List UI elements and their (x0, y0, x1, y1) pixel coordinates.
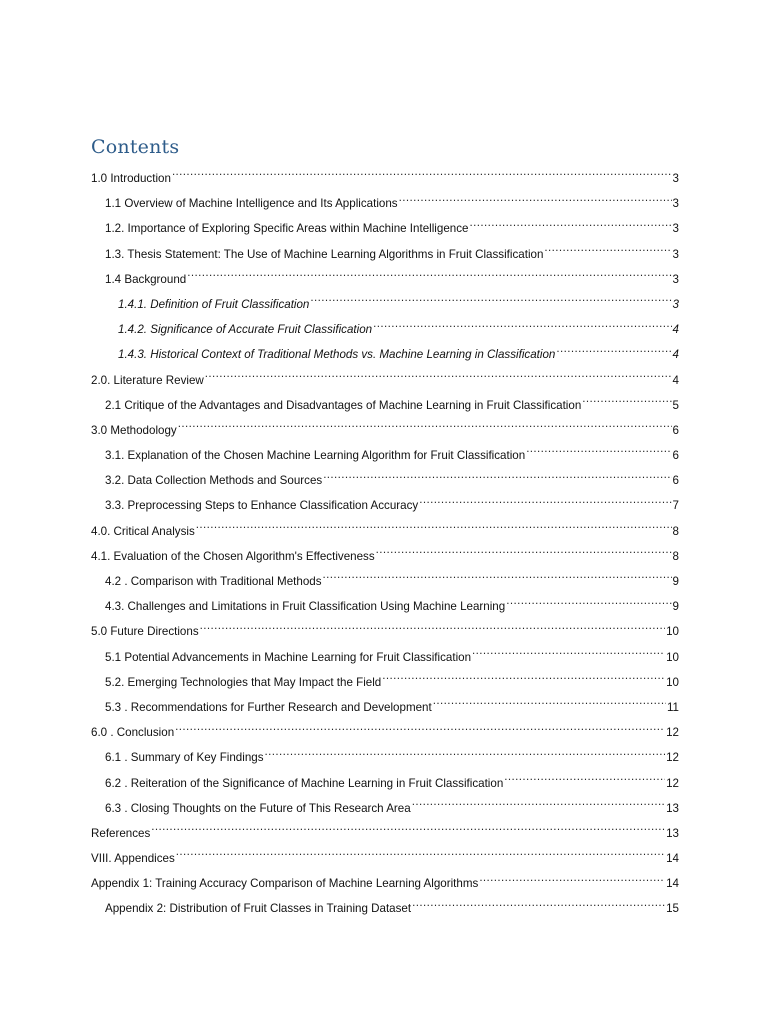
toc-dot-leader (323, 464, 671, 484)
toc-entry-page-number: 6 (672, 423, 679, 437)
toc-entry-title: 1.4.2. Significance of Accurate Fruit Classification (118, 323, 373, 337)
toc-entry-title: 4.1. Evaluation of the Chosen Algorithm's Effectiveness (91, 549, 375, 563)
toc-entry-page-number: 10 (666, 625, 679, 639)
toc-entry-title: 5.3 . Recommendations for Further Research and Development (105, 700, 432, 714)
toc-dot-leader (323, 565, 672, 585)
toc-entry-title: 1.4.3. Historical Context of Traditional Methods vs. Machine Learning in Classification (118, 348, 556, 362)
toc-entry-title: References (91, 826, 151, 840)
toc-entry-page-number: 14 (666, 852, 679, 866)
toc-dot-leader (176, 842, 665, 862)
toc-entry[interactable] (91, 489, 679, 514)
toc-entry-page-number: 13 (666, 801, 679, 815)
toc-entry[interactable] (91, 540, 679, 565)
toc-entry-title: 4.0. Critical Analysis (91, 524, 195, 538)
toc-entry-title: 3.1. Explanation of the Chosen Machine Learning Algorithm for Fruit Classification (105, 449, 526, 463)
toc-entry[interactable] (91, 288, 679, 313)
toc-entry[interactable] (91, 162, 679, 187)
toc-dot-leader (196, 515, 672, 535)
toc-dot-leader (175, 716, 665, 736)
toc-dot-leader (200, 615, 665, 635)
toc-entry[interactable] (91, 414, 679, 439)
toc-entry-page-number: 3 (672, 222, 679, 236)
toc-entry[interactable] (91, 741, 679, 766)
toc-entry[interactable] (91, 263, 679, 288)
toc-entry-page-number: 6 (672, 449, 679, 463)
toc-entry-title: 6.3 . Closing Thoughts on the Future of This Research Area (105, 801, 411, 815)
toc-entry-page-number: 4 (672, 373, 679, 387)
toc-entry-title: VIII. Appendices (91, 852, 175, 866)
toc-entry[interactable] (91, 867, 679, 892)
toc-entry[interactable] (91, 615, 679, 640)
toc-entry-title: 5.2. Emerging Technologies that May Impact the Field (105, 675, 382, 689)
toc-entry-page-number: 12 (666, 776, 679, 790)
toc-entry-title: 5.1 Potential Advancements in Machine Learning for Fruit Classification (105, 650, 472, 664)
toc-dot-leader (376, 540, 672, 560)
toc-entry-title: 1.4.1. Definition of Fruit Classification (118, 297, 310, 311)
toc-entry-page-number: 12 (666, 751, 679, 765)
toc-entry-title: 3.3. Preprocessing Steps to Enhance Classification Accuracy (105, 499, 419, 513)
toc-dot-leader (382, 666, 665, 686)
toc-dot-leader (187, 263, 671, 283)
toc-entry[interactable] (91, 212, 679, 237)
toc-dot-leader (526, 439, 671, 459)
toc-dot-leader (472, 641, 665, 661)
toc-entry-title: 2.1 Critique of the Advantages and Disadvantages of Machine Learning in Fruit Classification (105, 398, 582, 412)
toc-entry-page-number: 4 (672, 323, 679, 337)
toc-entry[interactable] (91, 842, 679, 867)
toc-entry[interactable] (91, 716, 679, 741)
toc-entry-page-number: 9 (672, 575, 679, 588)
toc-dot-leader (544, 238, 671, 258)
toc-entry[interactable] (91, 313, 679, 338)
toc-dot-leader (151, 817, 665, 837)
toc-dot-leader (172, 162, 672, 182)
toc-entry-page-number: 9 (672, 600, 679, 614)
toc-dot-leader (433, 691, 666, 711)
toc-entry[interactable] (91, 641, 679, 666)
toc-dot-leader (373, 313, 671, 333)
toc-entry[interactable] (91, 364, 679, 389)
toc-dot-leader (178, 414, 672, 434)
toc-entry-title: Appendix 2: Distribution of Fruit Classes in Training Dataset (105, 902, 412, 916)
toc-entry-title: 1.0 Introduction (91, 172, 171, 185)
toc-entry[interactable] (91, 439, 679, 464)
toc-dot-leader (506, 590, 671, 610)
toc-entry-page-number: 3 (672, 172, 679, 185)
toc-entry-title: Appendix 1: Training Accuracy Comparison of Machine Learning Algorithms (91, 877, 479, 891)
toc-entry-title: 1.4 Background (105, 272, 187, 286)
toc-entry-page-number: 11 (666, 700, 679, 714)
toc-entry[interactable] (91, 892, 679, 917)
toc-dot-leader (479, 867, 665, 887)
toc-entry[interactable] (91, 792, 679, 817)
toc-entry-title: 1.2. Importance of Exploring Specific Areas within Machine Intelligence (105, 222, 469, 236)
toc-entry-page-number: 4 (672, 348, 679, 362)
toc-entry[interactable] (91, 464, 679, 489)
toc-entry-page-number: 13 (666, 826, 679, 840)
toc-entry[interactable] (91, 590, 679, 615)
toc-dot-leader (412, 792, 665, 812)
toc-entry[interactable] (91, 515, 679, 540)
toc-entry[interactable] (91, 389, 679, 414)
toc-entry[interactable] (91, 338, 679, 363)
toc-entry-title: 1.1 Overview of Machine Intelligence and Its Applications (105, 197, 398, 211)
toc-dot-leader (205, 364, 672, 384)
toc-entry-page-number: 15 (666, 902, 679, 916)
toc-entry[interactable] (91, 666, 679, 691)
toc-entry[interactable] (91, 817, 679, 842)
toc-entry-title: 4.2 . Comparison with Traditional Methods (105, 575, 322, 588)
toc-entry-page-number: 3 (672, 247, 679, 261)
toc-entry-page-number: 8 (672, 524, 679, 538)
toc-entry-page-number: 12 (666, 726, 679, 740)
toc-dot-leader (504, 767, 665, 787)
toc-entry[interactable] (91, 565, 679, 590)
toc-entry-page-number: 14 (666, 877, 679, 891)
table-of-contents (91, 162, 679, 918)
toc-entry[interactable] (91, 691, 679, 716)
toc-entry-page-number: 10 (666, 675, 679, 689)
toc-entry-page-number: 7 (672, 499, 679, 513)
toc-dot-leader (582, 389, 671, 409)
toc-entry-title: 5.0 Future Directions (91, 625, 199, 639)
toc-entry-page-number: 6 (672, 474, 679, 488)
toc-entry[interactable] (91, 767, 679, 792)
toc-entry-title: 2.0. Literature Review (91, 373, 204, 387)
toc-dot-leader (556, 338, 671, 358)
toc-entry-page-number: 10 (666, 650, 679, 664)
toc-dot-leader (469, 212, 671, 232)
toc-entry-title: 3.2. Data Collection Methods and Sources (105, 474, 323, 488)
toc-entry-title: 6.1 . Summary of Key Findings (105, 751, 264, 765)
toc-entry-page-number: 5 (672, 398, 679, 412)
toc-entry-title: 4.3. Challenges and Limitations in Fruit Classification Using Machine Learning (105, 600, 506, 614)
toc-entry-title: 6.0 . Conclusion (91, 726, 175, 740)
toc-entry-page-number: 3 (672, 297, 679, 311)
toc-entry-title: 3.0 Methodology (91, 423, 177, 437)
toc-heading: Contents (91, 136, 180, 158)
toc-entry-page-number: 3 (672, 197, 679, 211)
toc-dot-leader (419, 489, 671, 509)
toc-dot-leader (310, 288, 671, 308)
toc-entry-page-number: 8 (672, 549, 679, 563)
toc-dot-leader (412, 892, 665, 912)
toc-dot-leader (265, 741, 666, 761)
toc-entry[interactable] (91, 187, 679, 212)
toc-entry[interactable] (91, 238, 679, 263)
toc-dot-leader (399, 187, 672, 207)
toc-entry-page-number: 3 (672, 272, 679, 286)
toc-entry-title: 6.2 . Reiteration of the Significance of Machine Learning in Fruit Classification (105, 776, 504, 790)
toc-entry-title: 1.3. Thesis Statement: The Use of Machine Learning Algorithms in Fruit Classification (105, 247, 544, 261)
